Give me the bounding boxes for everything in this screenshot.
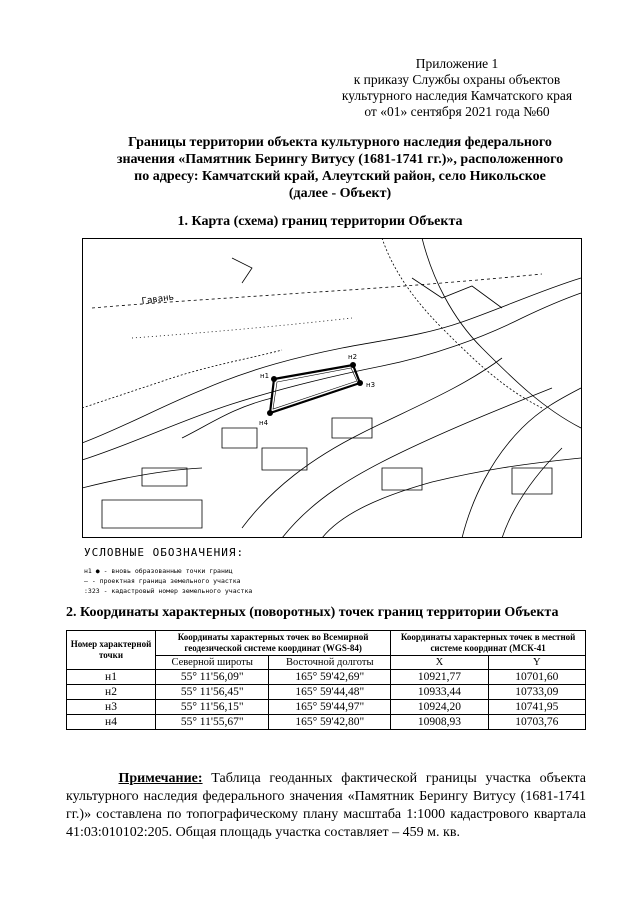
appendix-header [312,56,602,120]
appendix-line-2: к приказу Службы охраны объектов [353,72,561,87]
point-n3 [357,380,363,386]
header-x: X [391,656,488,670]
note-text: Таблица геоданных фактической границы участка объекта культурного наследия федерального значения «Памятник Берингу Витусу (1681-1741 гг.)» составлена по топографическому плану масштаба 1:1000 кадастрового квартала 41:03:010102:205. Общая площадь участка составляет – 459 м. кв. [66,771,586,840]
legend-item: :323 - кадастровый номер земельного участка [84,587,253,595]
cell-y: 10733,09 [488,685,585,700]
title-line-2: значения «Памятник Берингу Витусу (1681-1741 гг.)», расположенного [116,152,564,167]
label-n2: н2 [348,353,358,361]
table-row [67,685,586,700]
label-n3: н3 [366,381,376,389]
cell-point: н4 [67,715,156,730]
header-y: Y [488,656,585,670]
cell-point: н1 [67,670,156,685]
cell-lon: 165° 59'44,97" [269,700,391,715]
section-1-heading: 1. Карта (схема) границ территории Объекта [177,214,463,229]
legend-item: н1 ● - вновь образованные точки границ [84,567,233,575]
coordinates-table [66,630,586,730]
cell-lon: 165° 59'42,69" [269,670,391,685]
table-row [67,670,586,685]
cell-x: 10921,77 [391,670,488,685]
header-number: Номер характерной точки [67,631,156,670]
label-n4: н4 [259,419,269,427]
section-2-heading: 2. Координаты характерных (поворотных) точек границ территории Объекта [66,605,559,620]
header-east: Восточной долготы [269,656,391,670]
cell-point: н3 [67,700,156,715]
title-line-1: Границы территории объекта культурного наследия федерального [128,135,552,150]
legend-item: — - проектная граница земельного участка [84,577,241,585]
cell-lat: 55° 11'56,15" [156,700,269,715]
cell-y: 10703,76 [488,715,585,730]
cell-y: 10741,95 [488,700,585,715]
note-label: Примечание: [118,771,203,786]
table-row [67,715,586,730]
legend-title: УСЛОВНЫЕ ОБОЗНАЧЕНИЯ: [84,546,245,559]
note [66,770,586,842]
cell-lat: 55° 11'56,09" [156,670,269,685]
document-title [60,134,620,202]
title-line-3: по адресу: Камчатский край, Алеутский район, село Никольское [134,169,546,184]
harbor-label: Гавань [141,292,175,307]
cell-x: 10933,44 [391,685,488,700]
header-msk: Координаты характерных точек в местной системе координат (МСК-41 [391,631,586,656]
cell-point: н2 [67,685,156,700]
appendix-line-3: культурного наследия Камчатского края [341,88,573,103]
title-line-4: (далее - Объект) [288,186,392,201]
header-wgs: Координаты характерных точек во Всемирной геодезической системе координат (WGS-84) [156,631,391,656]
table-row [67,700,586,715]
point-n2 [350,362,356,368]
boundary-map [82,238,582,538]
cell-lat: 55° 11'56,45" [156,685,269,700]
cell-lon: 165° 59'44,48" [269,685,391,700]
cell-x: 10908,93 [391,715,488,730]
cell-lon: 165° 59'42,80" [269,715,391,730]
header-north: Северной широты [156,656,269,670]
appendix-line-4: от «01» сентября 2021 года №60 [364,104,550,119]
cell-y: 10701,60 [488,670,585,685]
label-n1: н1 [260,372,270,380]
cell-lat: 55° 11'55,67" [156,715,269,730]
point-n4 [267,410,273,416]
legend [84,566,252,596]
cell-x: 10924,20 [391,700,488,715]
point-n1 [271,376,277,382]
appendix-line-1: Приложение 1 [415,56,499,71]
